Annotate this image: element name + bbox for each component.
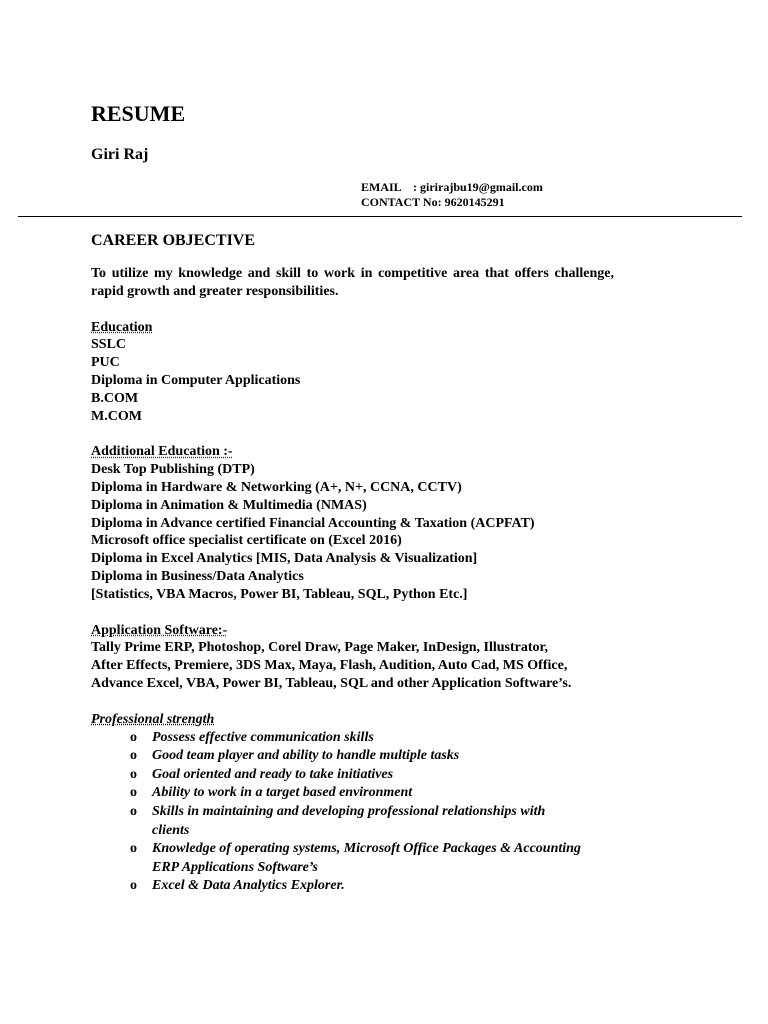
career-objective-heading: CAREER OBJECTIVE bbox=[91, 232, 256, 249]
list-item bbox=[91, 766, 582, 785]
additional-education-section bbox=[91, 443, 614, 603]
education-item: Diploma in Computer Applications bbox=[91, 372, 301, 388]
professional-strength-section bbox=[91, 711, 614, 896]
education-item: PUC bbox=[91, 355, 120, 371]
bullet-circle-icon: o bbox=[130, 841, 137, 857]
education-item: SSLC bbox=[91, 337, 127, 353]
professional-strength-heading: Professional strength bbox=[91, 711, 215, 727]
application-software-heading: Application Software:- bbox=[91, 622, 228, 638]
bullet-circle-icon: o bbox=[130, 878, 137, 894]
bullet-circle-icon: o bbox=[130, 748, 137, 764]
strength-text: Skills in maintaining and developing professional relationships with clients bbox=[152, 803, 546, 838]
application-software-section bbox=[91, 622, 614, 693]
additional-education-item: Desk Top Publishing (DTP) bbox=[91, 462, 255, 478]
additional-education-heading: Additional Education :- bbox=[91, 444, 233, 460]
contact-value: 9620145291 bbox=[444, 195, 505, 209]
software-line: Advance Excel, VBA, Power BI, Tableau, SQL and other Application Software’s. bbox=[91, 675, 572, 691]
strength-text: Knowledge of operating systems, Microsoft Office Packages & Accounting ERP Applications Software’s bbox=[152, 841, 581, 875]
additional-education-item: Microsoft office specialist certificate on (Excel 2016) bbox=[91, 533, 402, 549]
additional-education-item: Diploma in Advance certified Financial Accounting & Taxation (ACPFAT) bbox=[91, 515, 535, 531]
software-line: Tally Prime ERP, Photoshop, Corel Draw, Page Maker, InDesign, Illustrator, bbox=[91, 640, 548, 656]
education-heading: Education bbox=[91, 319, 153, 335]
bullet-circle-icon: o bbox=[130, 803, 137, 819]
bullet-circle-icon: o bbox=[130, 785, 137, 801]
list-item bbox=[91, 729, 582, 748]
additional-education-item: Diploma in Business/Data Analytics bbox=[91, 568, 304, 584]
email-value: : girirajbu19@gmail.com bbox=[413, 180, 543, 194]
education-item: M.COM bbox=[91, 408, 142, 424]
contact-label: CONTACT No: bbox=[361, 195, 442, 209]
contact-line bbox=[361, 195, 543, 210]
list-item bbox=[91, 877, 582, 896]
resume-body bbox=[91, 231, 614, 896]
list-item bbox=[91, 803, 582, 840]
strength-text: Ability to work in a target based environment bbox=[152, 785, 413, 801]
strength-text: Possess effective communication skills bbox=[152, 729, 374, 745]
additional-education-item: Diploma in Animation & Multimedia (NMAS) bbox=[91, 497, 367, 513]
header-divider bbox=[18, 216, 742, 217]
resume-title: RESUME bbox=[91, 101, 186, 126]
contact-block bbox=[361, 180, 543, 210]
bullet-circle-icon: o bbox=[130, 766, 137, 782]
list-item bbox=[91, 747, 582, 766]
email-line bbox=[361, 180, 543, 195]
candidate-name: Giri Raj bbox=[91, 146, 149, 163]
career-objective-text: To utilize my knowledge and skill to work in competitive area that offers challenge, rapid growth and greater responsibilities. bbox=[91, 266, 614, 299]
list-item bbox=[91, 840, 582, 877]
strength-text: Good team player and ability to handle multiple tasks bbox=[152, 748, 460, 764]
email-label: EMAIL bbox=[361, 180, 402, 194]
strength-text: Goal oriented and ready to take initiatives bbox=[152, 766, 394, 782]
list-item bbox=[91, 784, 582, 803]
strength-text: Excel & Data Analytics Explorer. bbox=[152, 878, 345, 894]
additional-education-item: Diploma in Excel Analytics [MIS, Data Analysis & Visualization] bbox=[91, 551, 478, 567]
additional-education-item: [Statistics, VBA Macros, Power BI, Tableau, SQL, Python Etc.] bbox=[91, 586, 468, 602]
additional-education-item: Diploma in Hardware & Networking (A+, N+, CCNA, CCTV) bbox=[91, 479, 462, 495]
education-section bbox=[91, 319, 614, 426]
software-line: After Effects, Premiere, 3DS Max, Maya, Flash, Audition, Auto Cad, MS Office, bbox=[91, 658, 568, 674]
bullet-circle-icon: o bbox=[130, 729, 137, 745]
education-item: B.COM bbox=[91, 390, 139, 406]
strengths-list bbox=[91, 729, 614, 896]
